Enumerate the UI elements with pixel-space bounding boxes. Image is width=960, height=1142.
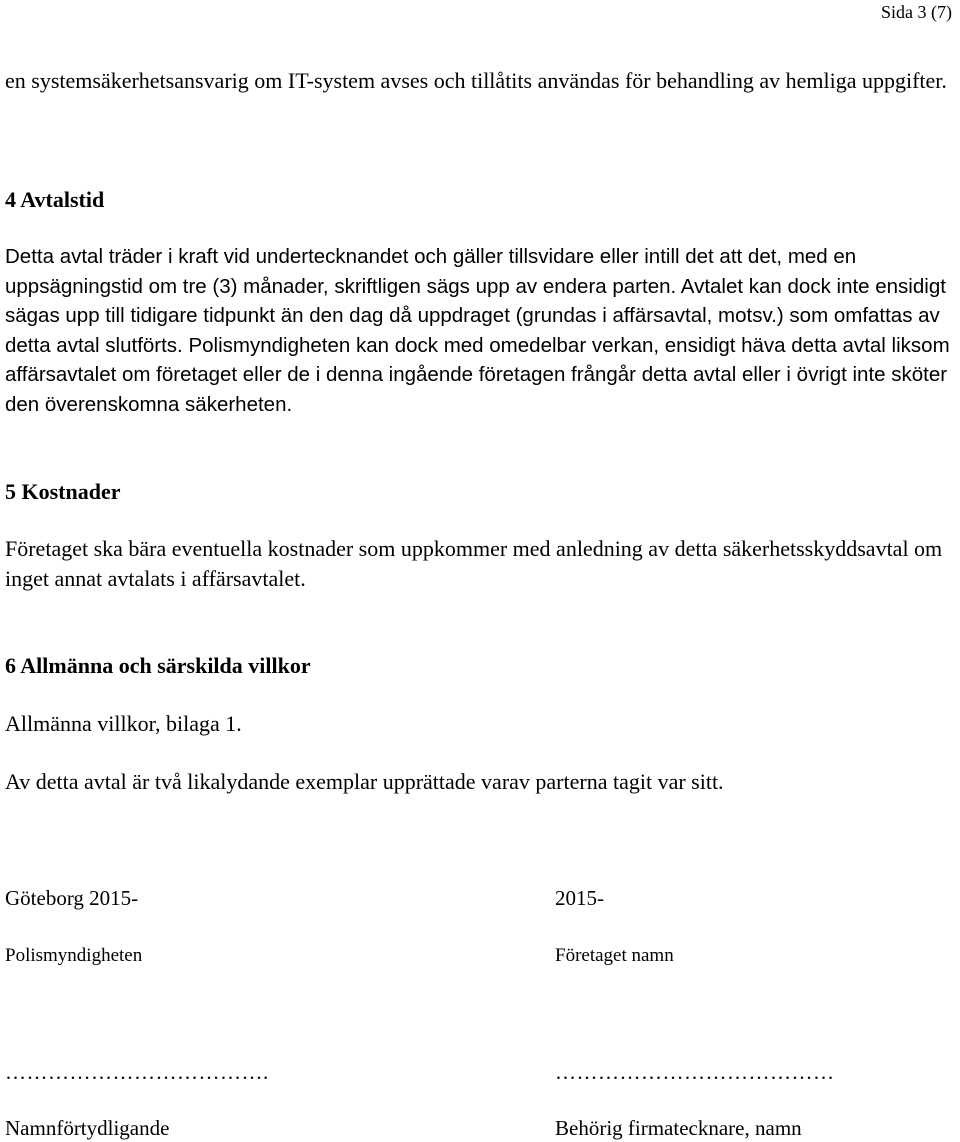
section-4-body-part1: Detta avtal träder i kraft vid undertecknandet och gäller tillsvidare eller intill det att det, med en uppsägningstid om tre (3) månader, skriftligen sägs upp av endera parten. [5,245,857,298]
section-5-heading: 5 Kostnader [5,479,121,504]
right-signature-caption: Behörig firmatecknare, namn [555,1116,802,1140]
section-6-body: Allmänna villkor, bilaga 1. [5,711,242,736]
section-6-heading: 6 Allmänna och särskilda villkor [5,653,311,678]
left-signature-caption: Namnförtydligande [5,1116,170,1140]
right-party-name: Företaget namn [555,945,674,966]
left-party-name: Polismyndigheten [5,945,143,966]
section-4-heading: 4 Avtalstid [5,187,105,212]
copies-statement: Av detta avtal är två likalydande exemplar upprättade varav parterna tagit var sitt. [5,769,724,794]
right-signature-line: ………………………………… [555,1060,835,1084]
page-number: Sida 3 (7) [881,2,952,22]
section-4-body-part2: Avtalet kan dock inte ensidigt sägas upp till tidigare tidpunkt än den dag då uppdraget (grundas i affärsavtal, motsv.) som omfattas av detta avtal slutförts. Polismyndigheten kan dock med omedelbar verkan, ensidigt häva detta avtal liksom affärsavtalet om företaget eller de i denna ingående företagen frångår detta avtal eller i övrigt inte sköter den överenskomna säkerheten. [5,274,950,416]
section-5-body: Företaget ska bära eventuella kostnader som uppkommer med anledning av detta säkerhetsskyddsavtal om inget annat avtalats i affärsavtalet. [5,536,943,591]
right-place-date: 2015- [555,886,604,910]
section-4-body [5,242,952,419]
left-place-date: Göteborg 2015- [5,886,139,910]
intro-paragraph: en systemsäkerhetsansvarig om IT-system avses och tillåtits användas för behandling av hemliga uppgifter. [5,68,947,93]
left-signature-line: ………………………………. [5,1060,269,1084]
